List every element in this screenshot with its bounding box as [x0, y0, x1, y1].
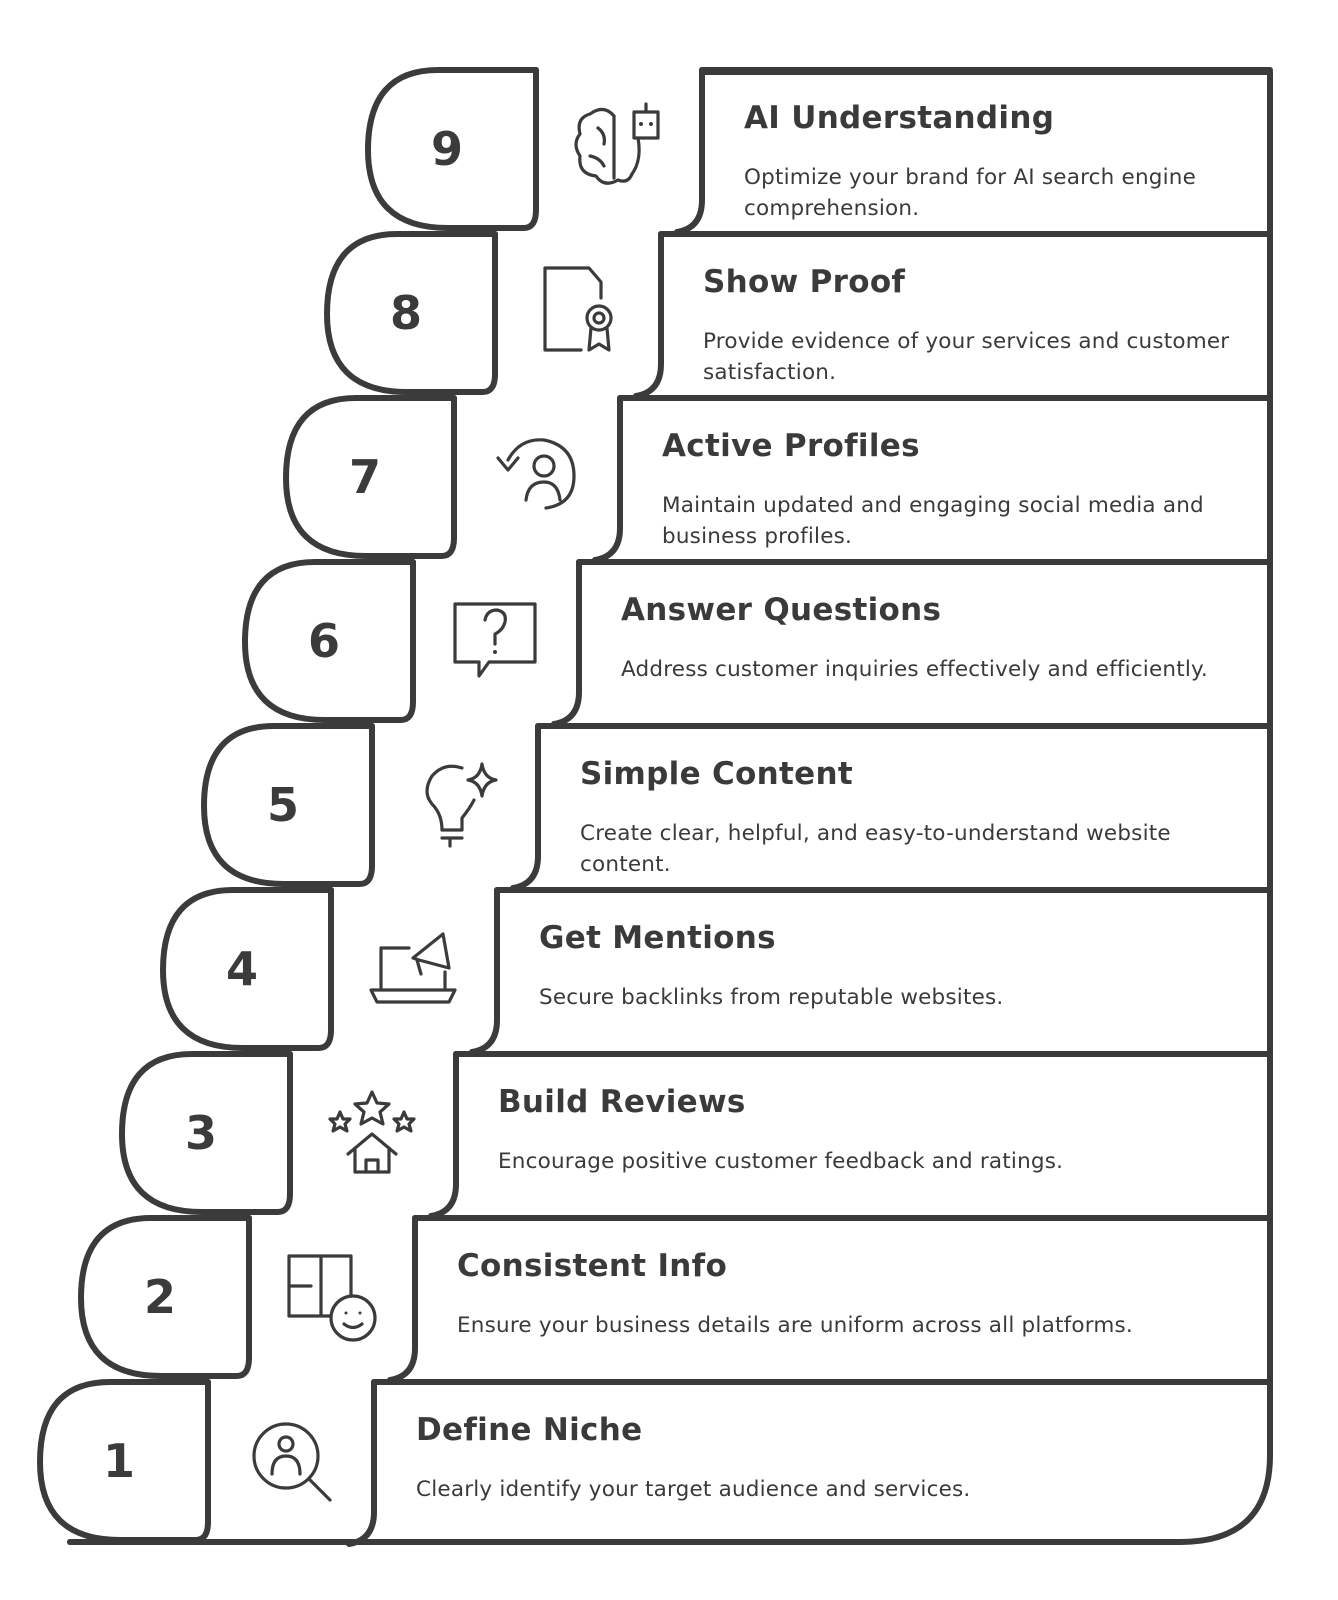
profile-refresh-icon	[498, 440, 574, 508]
stars-house-icon	[330, 1092, 414, 1172]
column-divider	[554, 562, 579, 724]
step-title: Consistent Info	[457, 1248, 728, 1284]
search-person-icon	[254, 1424, 330, 1500]
column-divider	[513, 726, 538, 888]
step-number: 5	[266, 778, 299, 832]
step-text	[498, 1084, 1242, 1177]
step-title: AI Understanding	[744, 100, 1055, 136]
step-description: Optimize your brand for AI search engine comprehension.	[744, 165, 1197, 221]
column-divider	[677, 70, 702, 232]
step-title: Define Niche	[416, 1412, 643, 1448]
step-text	[539, 920, 1242, 1013]
laptop-megaphone-icon	[371, 934, 455, 1002]
column-divider	[390, 1218, 415, 1380]
step-title: Simple Content	[580, 756, 853, 792]
step-text	[457, 1248, 1242, 1341]
step-text	[662, 428, 1242, 552]
step-title: Active Profiles	[662, 428, 920, 464]
step-title: Answer Questions	[621, 592, 942, 628]
brain-robot-icon	[576, 104, 658, 183]
step-text	[416, 1412, 1242, 1505]
step-description: Secure backlinks from reputable websites.	[539, 985, 1004, 1010]
step-number: 1	[102, 1434, 135, 1488]
step-text	[703, 264, 1242, 388]
question-bubble-icon	[455, 604, 535, 676]
step-title: Get Mentions	[539, 920, 776, 956]
step-description: Maintain updated and engaging social media and business profiles.	[662, 493, 1204, 549]
column-divider	[349, 1382, 374, 1544]
step-number: 7	[348, 450, 381, 504]
step-text	[621, 592, 1242, 685]
step-description: Create clear, helpful, and easy-to-understand website content.	[580, 821, 1171, 877]
step-number: 6	[307, 614, 340, 668]
step-description: Ensure your business details are uniform across all platforms.	[457, 1313, 1133, 1338]
step-text	[744, 100, 1242, 224]
step-title: Build Reviews	[498, 1084, 746, 1120]
step-number: 3	[184, 1106, 217, 1160]
step-number: 8	[389, 286, 422, 340]
column-divider	[636, 234, 661, 396]
step-description: Provide evidence of your services and customer satisfaction.	[703, 329, 1230, 385]
step-number: 2	[143, 1270, 176, 1324]
puzzle-face-icon	[289, 1256, 375, 1340]
step-text	[580, 756, 1242, 880]
certificate-document-icon	[545, 268, 611, 350]
column-divider	[472, 890, 497, 1052]
step-number: 4	[225, 942, 258, 996]
step-number: 9	[430, 122, 463, 176]
step-description: Encourage positive customer feedback and ratings.	[498, 1149, 1064, 1174]
column-divider	[595, 398, 620, 560]
step-description: Clearly identify your target audience and services.	[416, 1477, 971, 1502]
step-title: Show Proof	[703, 264, 906, 300]
lightbulb-sparkle-icon	[427, 764, 496, 846]
step-description: Address customer inquiries effectively and efficiently.	[621, 657, 1208, 682]
column-divider	[431, 1054, 456, 1216]
